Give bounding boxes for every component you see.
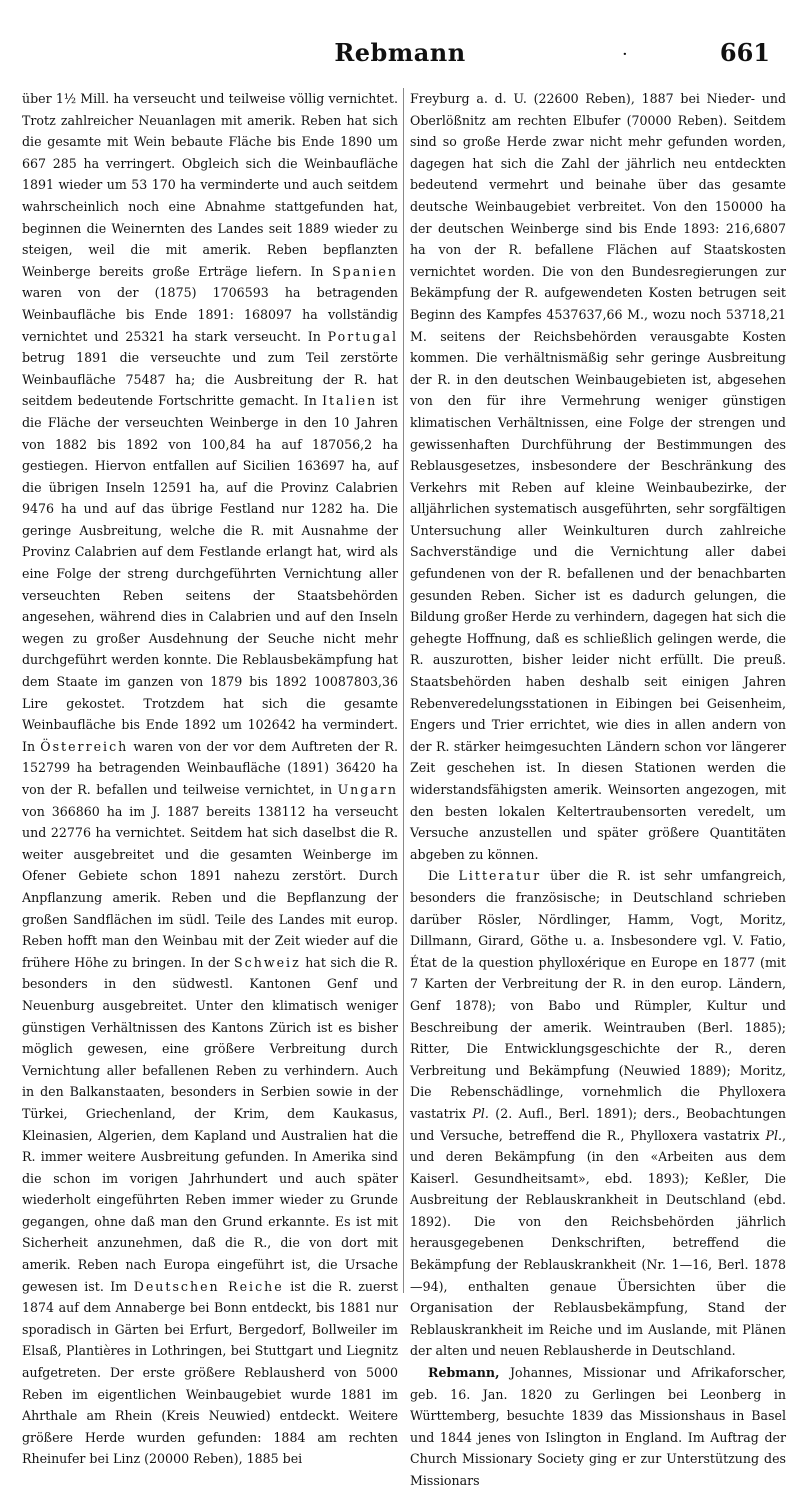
entry-headword: Rebmann, [428, 1365, 500, 1381]
country-portugal: Portugal [327, 328, 398, 344]
right-column [410, 88, 786, 1488]
paragraph: über 1½ Mill. ha verseucht und teilweise völlig vernichtet. Trotz zahlreicher Neuanlagen mit amerik. Reben hat sich die gesamte mit Wein bebaute Fläche bis Ende 1890 um 667 285 ha verringert. Obgleich sich die Weinbaufläche 1891 wieder um 53 170 ha verminderte und auch seitdem wahrscheinlich noch eine Abnahme stattgefunden hat, beginnen die Weinernten des Landes seit 1889 wieder zu steigen, weil die mit amerik. Reben bepflanzten Weinberge bereits große Erträge liefern. In Spanien waren von der (1875) 1706593 ha betragenden Weinbaufläche bis Ende 1891: 168097 ha vollständig vernichtet und 25321 ha stark verseucht. In Portugal betrug 1891 die verseuchte und zum Teil zerstörte Weinbaufläche 75487 ha; die Ausbreitung der R. hat seitdem bedeutende Fortschritte gemacht. In Italien ist die Fläche der verseuchten Weinberge in den 10 Jahren von 1882 bis 1892 von 100,84 ha auf 187056,2 ha gestiegen. Hiervon entfallen auf Sicilien 163697 ha, auf die übrigen Inseln 12591 ha, auf die Provinz Calabrien 9476 ha und auf das übrige Festland nur 1282 ha. Die geringe Ausbreitung, welche die R. mit Ausnahme der Provinz Calabrien auf dem Festlande erlangt hat, wird als eine Folge der streng durchgeführten Vernichtung aller verseuchten Reben seitens der Staatsbehörden angesehen, während dies in Calabrien und auf den Inseln wegen zu großer Ausdehnung der Seuche nicht mehr durchgeführt werden konnte. Die Reblausbekämpfung hat dem Staate im ganzen von 1879 bis 1892 10087803,36 Lire gekostet. Trotzdem hat sich die gesamte Weinbaufläche bis Ende 1892 um 102642 ha vermindert. In Österreich waren von der vor dem Auftreten der R. 152799 ha betragenden Weinbaufläche (1891) 36420 ha von der R. befallen und teilweise vernichtet, in Ungarn von 366860 ha im J. 1887 bereits 138112 ha verseucht und 22776 ha vernichtet. Seitdem hat sich daselbst die R. weiter ausgebreitet und die gesamten Weinberge im Ofener Gebiete schon 1891 nahezu zerstört. Durch Anpflanzung amerik. Reben und die Bepflanzung der großen Sandflächen im südl. Teile des Landes mit europ. Reben hofft man den Weinbau mit der Zeit wieder auf die frühere Höhe zu bringen. In der Schweiz hat sich die R. besonders in den südwestl. Kantonen Genf und Neuenburg ausgebreitet. Unter den klimatisch weniger günstigen Verhältnissen des Kantons Zürich ist es bisher möglich gewesen, eine größere Verbreitung durch Vernichtung aller befallenen Reben zu verhindern. Auch in den Balkanstaaten, besonders in Serbien sowie in der Türkei, Griechenland, der Krim, dem Kaukasus, Kleinasien, Algerien, dem Kapland und Australien hat die R. immer weitere Ausbreitung gefunden. In Amerika sind die schon im vorigen Jahrhundert und auch später wiederholt eingeführten Reben immer wieder zu Grunde gegangen, ohne daß man den Grund erkannte. Es ist mit Sicherheit anzunehmen, daß die R., die von dort mit amerik. Reben nach Europa eingeführt ist, die Ursache gewesen ist. Im Deutschen Reiche ist die R. zuerst 1874 auf dem Annaberge bei Bonn entdeckt, bis 1881 nur sporadisch in Gärten bei Erfurt, Bergedorf, Bollweiler im Elsaß, Plantières in Lothringen, bei Stuttgart und Liegnitz aufgetreten. Der erste größere Reblausherd von 5000 Reben im eigentlichen Weinbaugebiet wurde 1881 im Ahrthale am Rhein (Kreis Neuwied) entdeckt. Weitere größere Herde wurden gefunden: 1884 am rechten Rheinufer bei Linz (20000 Reben), 1885 bei [22, 91, 399, 1467]
country-austria: Österreich [40, 738, 129, 754]
running-title: Rebmann [334, 38, 466, 67]
left-column [22, 88, 399, 1467]
paragraph: Freyburg a. d. U. (22600 Reben), 1887 bei Nieder- und Oberlößnitz am rechten Elbufer (70000 Reben). Seitdem sind so große Herde zwar nicht mehr gefunden worden, dagegen hat sich die Zahl der jährlich neu entdeckten bedeutend vermehrt und beinahe über das gesamte deutsche Weinbaugebiet verbreitet. Von den 150000 ha der deutschen Weinberge sind bis Ende 1893: 216,6807 ha von der R. befallene Flächen auf Staatskosten vernichtet worden. Die von den Bundesregierungen zur Bekämpfung der R. aufgewendeten Kosten betrugen seit Beginn des Kampfes 4537637,66 M., wozu noch 53718,21 M. seitens der Reichsbehörden verausgabte Kosten kommen. Die verhältnismäßig sehr geringe Ausbreitung der R. in den deutschen Weinbaugebieten ist, abgesehen von den für ihre Vermehrung weniger günstigen klimatischen Verhältnissen, eine Folge der strengen und gewissenhaften Durchführung der Bestimmungen des Reblausgesetzes, insbesondere der Beschränkung des Verkehrs mit Reben auf kleine Weinbaubezirke, der alljährlichen systematisch ausgeführten, sehr sorgfältigen Untersuchung aller Weinkulturen durch zahlreiche Sachverständige und die Vernichtung aller dabei gefundenen von der R. befallenen und der benachbarten gesunden Reben. Sicher ist es dadurch gelungen, die Bildung großer Herde zu verhindern, dagegen hat sich die gehegte Hoffnung, daß es schließlich gelingen werde, die R. auszurotten, bisher leider nicht erfüllt. Die preuß. Staatsbehörden haben deshalb seit einigen Jahren Rebenveredelungsstationen in Eibingen bei Geisenheim, Engers und Trier errichtet, wie dies in allen andern von der R. stärker heimgesuchten Ländern schon vor längerer Zeit geschehen ist. In diesen Stationen werden die widerstandsfähigsten amerik. Weinsorten angezogen, mit den besten lokalen Keltertraubensorten veredelt, um Versuche anzustellen und später größere Quantitäten abgeben zu können. [410, 91, 786, 862]
author-abbrev: Pl. [472, 1105, 489, 1121]
entry-rebmann: Rebmann, Johannes, Missionar und Afrikaforscher, geb. 16. Jan. 1820 zu Gerlingen bei Leonberg in Württemberg, besuchte 1839 das Missionshaus in Basel und 1844 jenes von Islington in England. Im Auftrag der Church Missionary Society ging er zur Unterstützung des Missionars [410, 1365, 786, 1488]
literature-heading: Litteratur [458, 868, 542, 884]
header-dot: · [622, 44, 628, 65]
country-italy: Italien [322, 393, 378, 409]
country-switzerland: Schweiz [234, 954, 301, 970]
author-abbrev: Pl. [765, 1127, 782, 1143]
column-divider [403, 88, 404, 1293]
page-number: 661 [719, 38, 770, 67]
country-spain: Spanien [332, 263, 398, 279]
country-hungary: Ungarn [337, 782, 398, 797]
country-germany: Deutschen Reiche [133, 1278, 284, 1294]
page-header [0, 38, 800, 78]
literature-paragraph: Die Litteratur über die R. ist sehr umfangreich, besonders die französische; in Deutschland schrieben darüber Rösler, Nördlinger, Hamm, Vogt, Moritz, Dillmann, Girard, Göthe u. a. Insbesondere vgl. V. Fatio, État de la question phylloxérique en Europe en 1877 (mit 7 Karten der Verbreitung der R. in den europ. Ländern, Genf 1878); von Babo und Rümpler, Kultur und Beschreibung der amerik. Weintrauben (Berl. 1885); Ritter, Die Entwicklungsgeschichte der R., deren Verbreitung und Bekämpfung (Neuwied 1889); Moritz, Die Rebenschädlinge, vornehmlich die Phylloxera vastatrix Pl. (2. Aufl., Berl. 1891); ders., Beobachtungen und Versuche, betreffend die R., Phylloxera vastatrix Pl., und deren Bekämpfung (in den «Arbeiten aus dem Kaiserl. Gesundheitsamt», ebd. 1893); Keßler, Die Ausbreitung der Reblauskrankheit in Deutschland (ebd. 1892). Die von den Reichsbehörden jährlich herausgegebenen Denkschriften, betreffend die Bekämpfung der Reblauskrankheit (Nr. 1—16, Berl. 1878—94), enthalten genaue Übersichten über die Organisation der Reblausbekämpfung, Stand der Reblauskrankheit im Reiche und im Auslande, mit Plänen der alten und neuen Reblausherde in Deutschland. [410, 868, 786, 1359]
